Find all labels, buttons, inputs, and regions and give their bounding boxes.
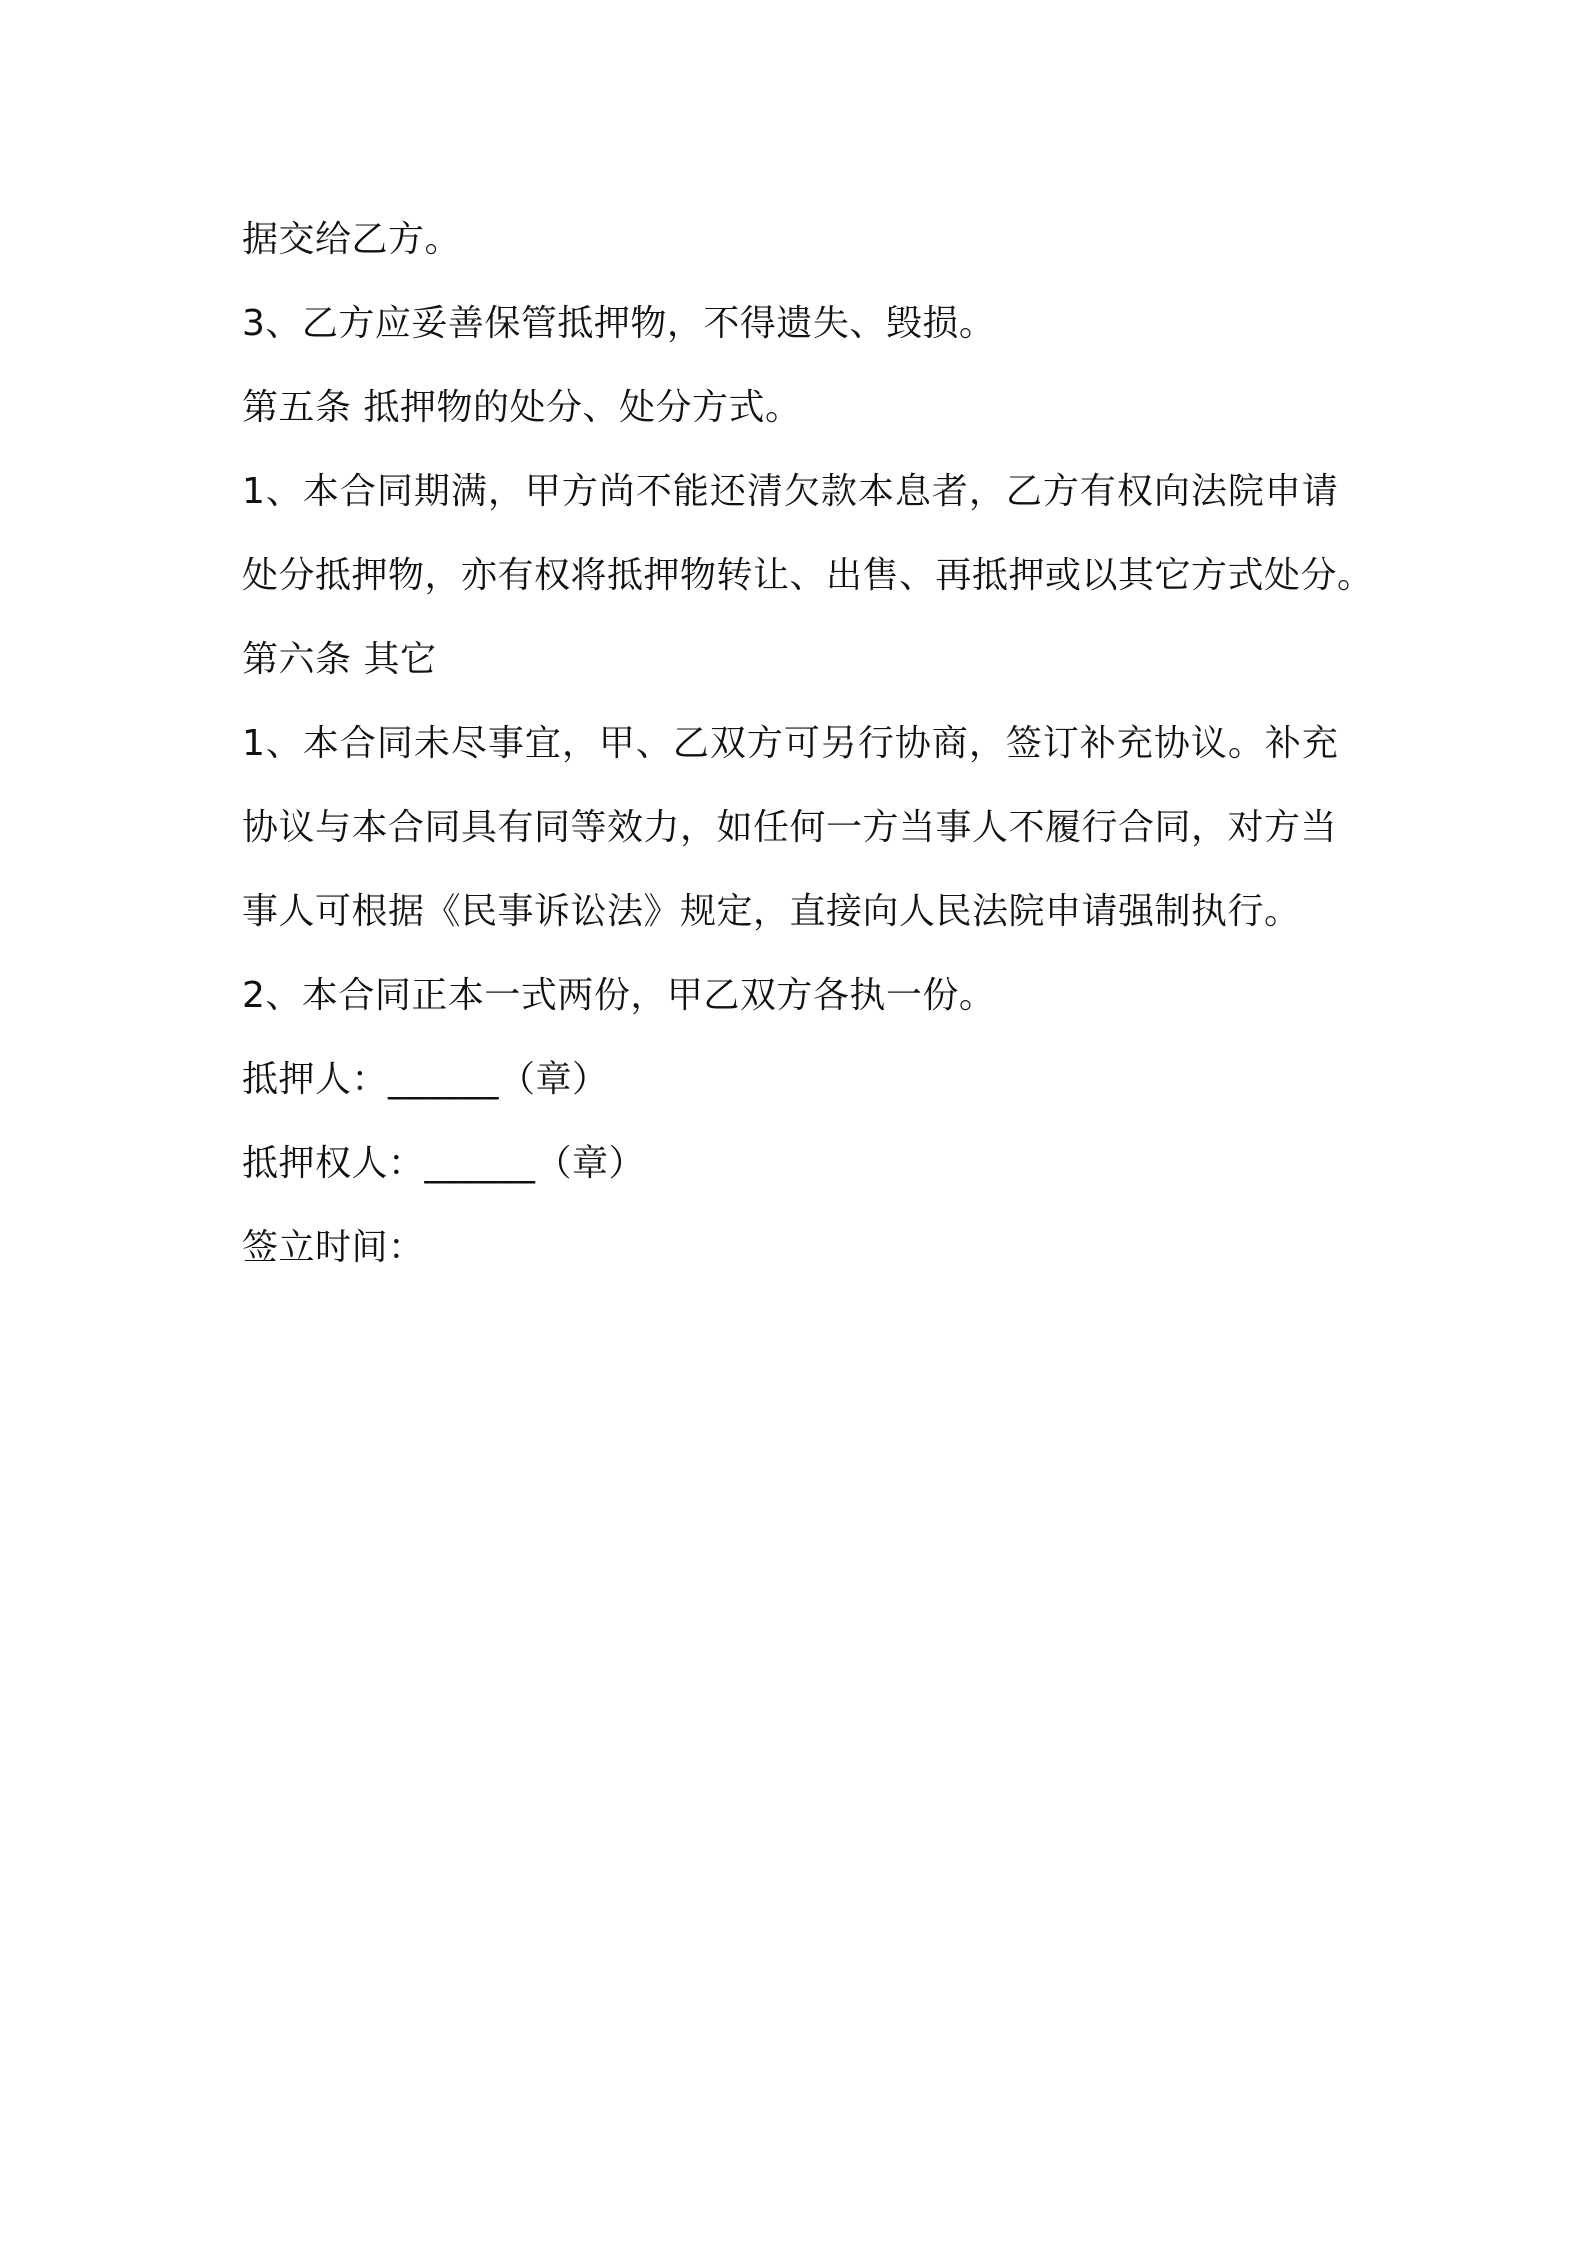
- article-6-heading: 第六条 其它: [242, 639, 437, 680]
- signing-date-line: 签立时间：: [242, 1227, 425, 1268]
- mortgagor-signature-line: 抵押人：______（章）: [242, 1059, 609, 1100]
- clause-6-item-1-line-2: 协议与本合同具有同等效力，如任何一方当事人不履行合同，对方当: [242, 807, 1338, 848]
- clause-6-item-1-line-3: 事人可根据《民事诉讼法》规定，直接向人民法院申请强制执行。: [242, 891, 1301, 932]
- article-5-heading: 第五条 抵押物的处分、处分方式。: [242, 387, 802, 428]
- clause-4-item-3: 3、乙方应妥善保管抵押物，不得遗失、毁损。: [242, 303, 996, 344]
- clause-5-item-1-line-2: 处分抵押物，亦有权将抵押物转让、出售、再抵押或以其它方式处分。: [242, 555, 1374, 596]
- text-line-continuation: 据交给乙方。: [242, 219, 462, 260]
- document-body: [242, 198, 1374, 1290]
- mortgagee-signature-line: 抵押权人：______（章）: [242, 1143, 646, 1184]
- clause-6-item-1-line-1: 1、本合同未尽事宜，甲、乙双方可另行协商，签订补充协议。补充: [242, 723, 1339, 764]
- clause-6-item-2: 2、本合同正本一式两份，甲乙双方各执一份。: [242, 975, 996, 1016]
- clause-5-item-1-line-1: 1、本合同期满，甲方尚不能还清欠款本息者，乙方有权向法院申请: [242, 471, 1339, 512]
